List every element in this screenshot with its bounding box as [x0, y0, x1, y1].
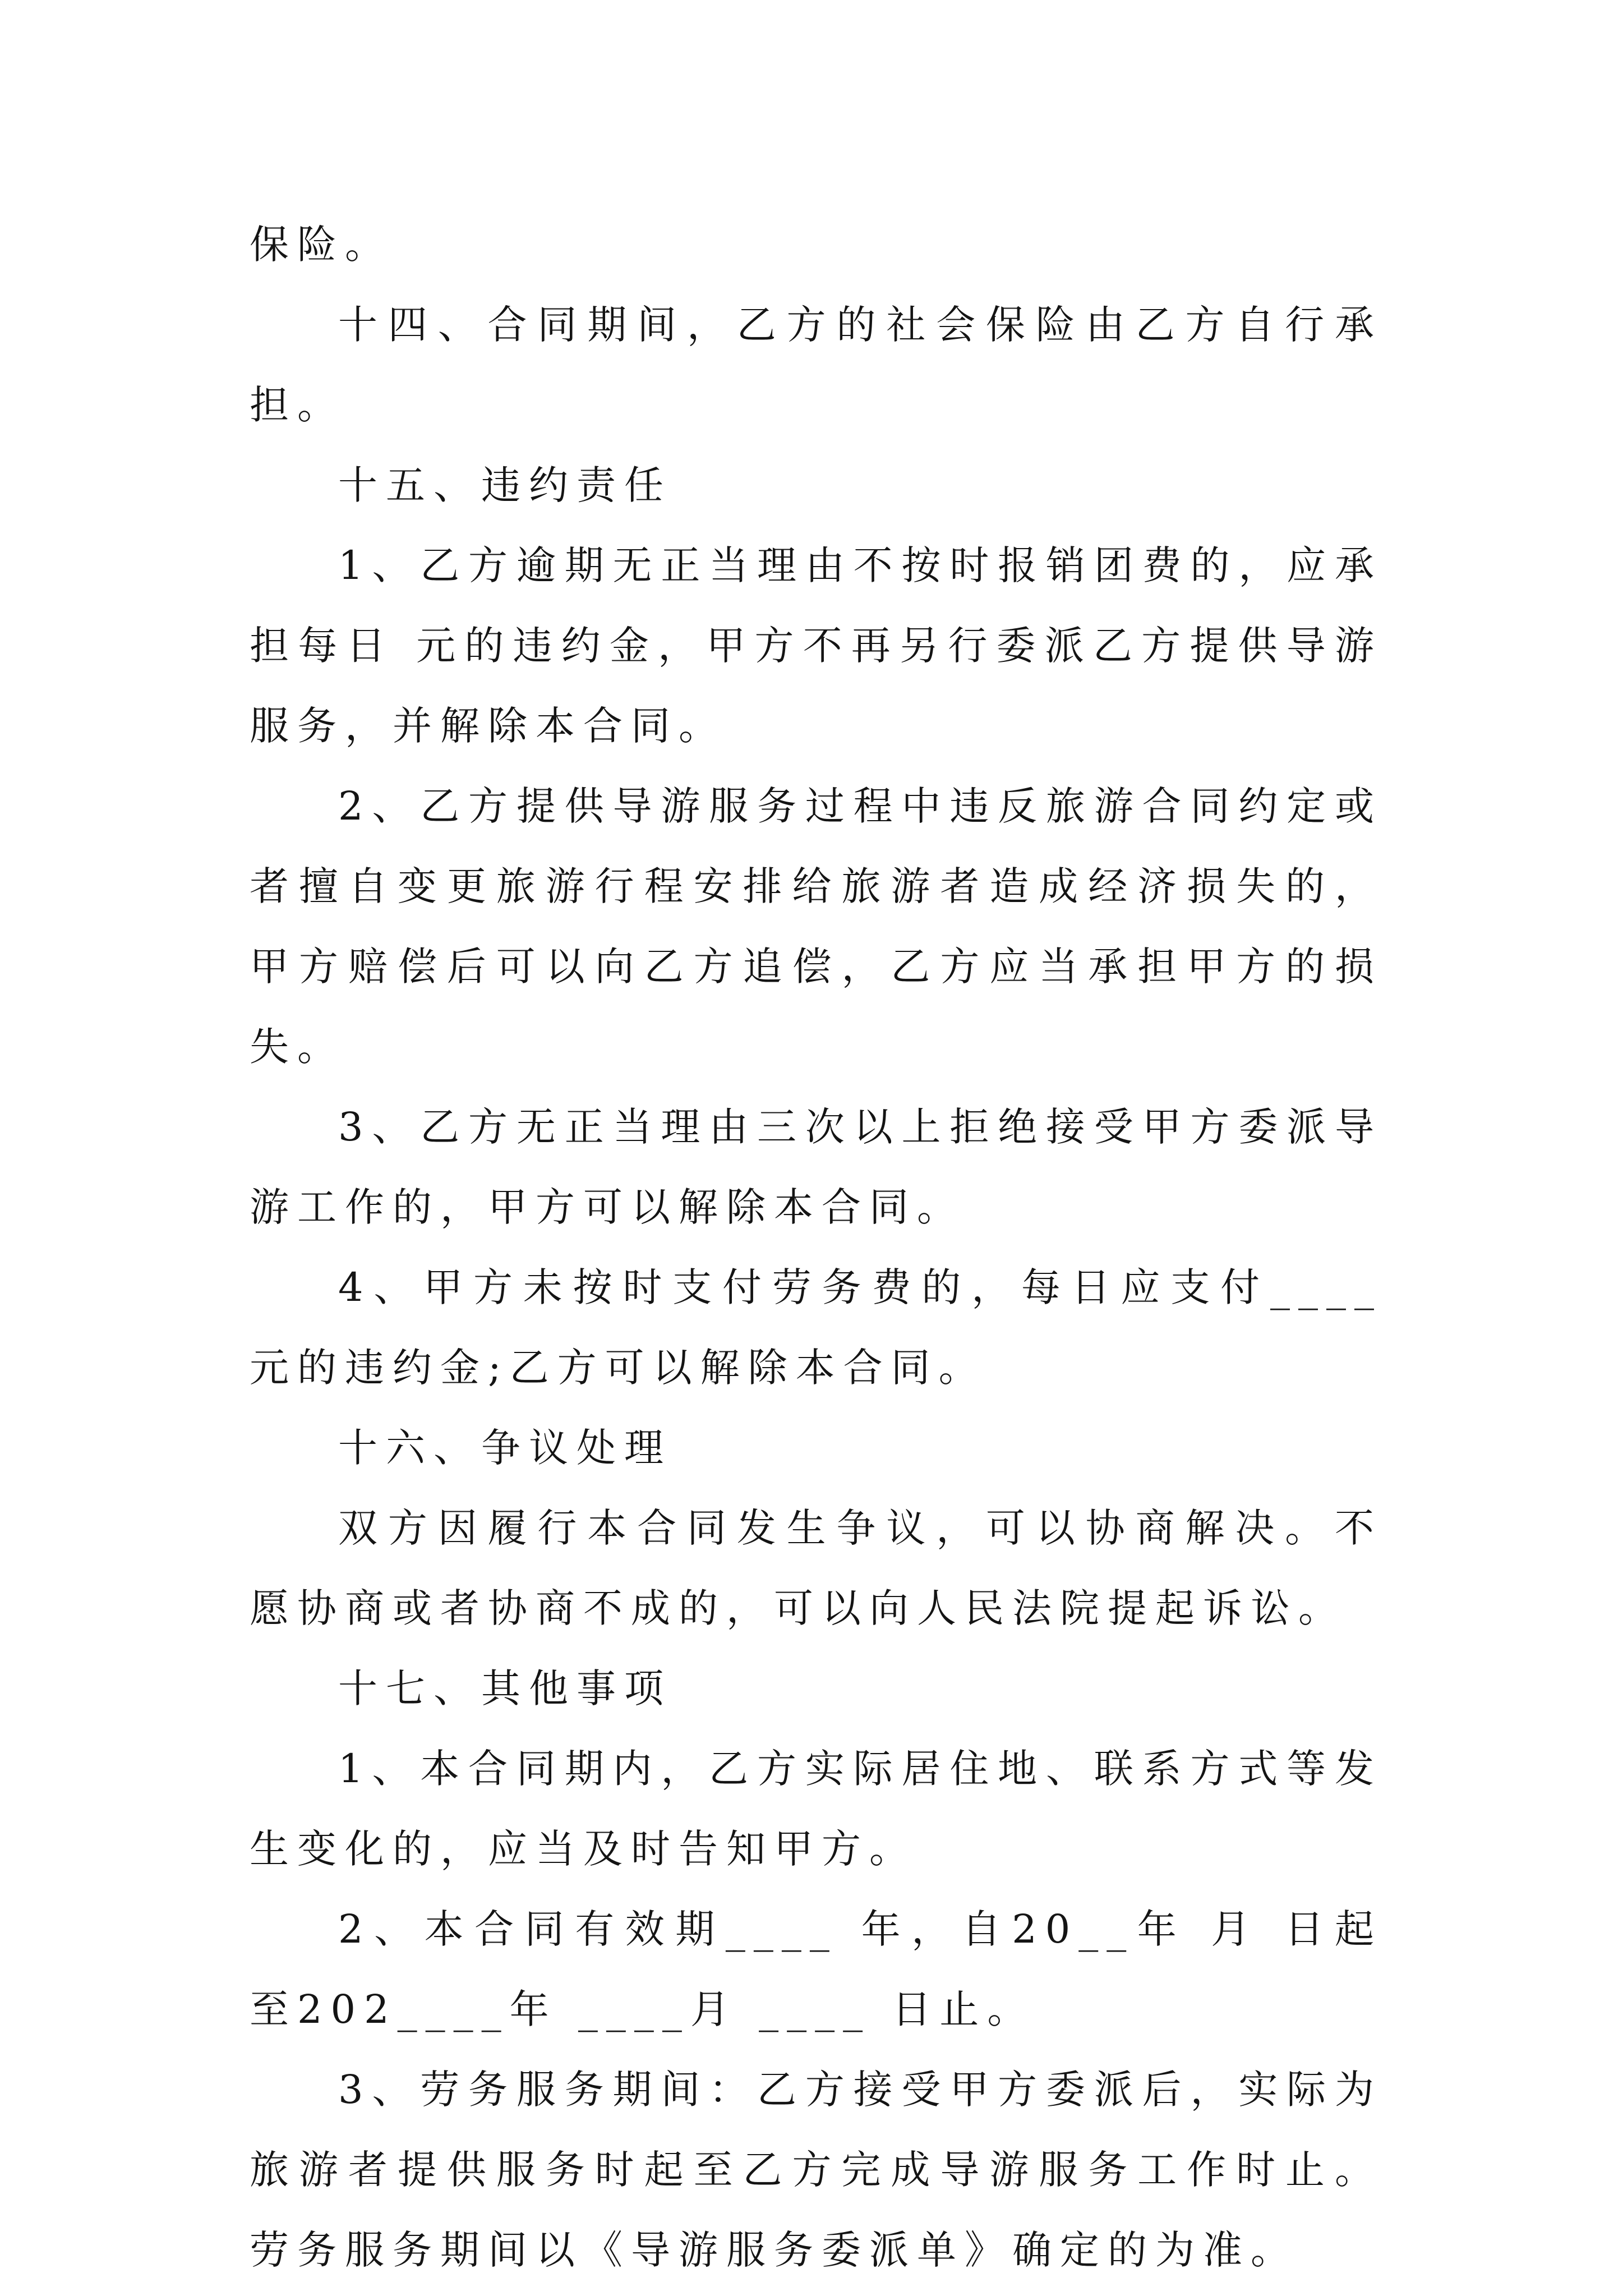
clause-17-item-1: 1、本合同期内，乙方实际居住地、联系方式等发生变化的，应当及时告知甲方。 — [250, 1746, 1382, 1872]
clause-15-item-3: 3、乙方无正当理由三次以上拒绝接受甲方委派导游工作的，甲方可以解除本合同。 — [250, 1104, 1382, 1230]
heading-clause-17-other: 十七、其他事项 — [338, 1665, 672, 1711]
clause-16-body: 双方因履行本合同发生争议，可以协商解决。不愿协商或者协商不成的，可以向人民法院提起诉讼。 — [250, 1505, 1382, 1631]
heading-clause-16-dispute: 十六、争议处理 — [338, 1425, 672, 1471]
clause-17-item-2: 2、本合同有效期____ 年，自20__年 月 日起至202____年 ____月 ____ 日止。 — [250, 1906, 1382, 2032]
clause-17-item-3: 3、劳务服务期间：乙方接受甲方委派后，实际为旅游者提供服务时起至乙方完成导游服务工作时止。劳务服务期间以《导游服务委派单》确定的为准。 — [250, 2067, 1382, 2273]
clause-15-item-4: 4、甲方未按时支付劳务费的，每日应支付____ 元的违约金;乙方可以解除本合同。 — [250, 1264, 1404, 1391]
paragraph-continuation: 保险。 — [250, 222, 393, 268]
clause-14-social-insurance: 十四、合同期间，乙方的社会保险由乙方自行承担。 — [250, 302, 1382, 428]
document-body — [250, 205, 1404, 2290]
heading-clause-15-liability: 十五、违约责任 — [338, 462, 672, 508]
clause-15-item-1: 1、乙方逾期无正当理由不按时报销团费的，应承担每日 元的违约金，甲方不再另行委派乙方提供导游服务，并解除本合同。 — [250, 542, 1382, 749]
clause-15-item-2: 2、乙方提供导游服务过程中违反旅游合同约定或者擅自变更旅游行程安排给旅游者造成经济损失的，甲方赔偿后可以向乙方追偿，乙方应当承担甲方的损失。 — [250, 783, 1382, 1070]
